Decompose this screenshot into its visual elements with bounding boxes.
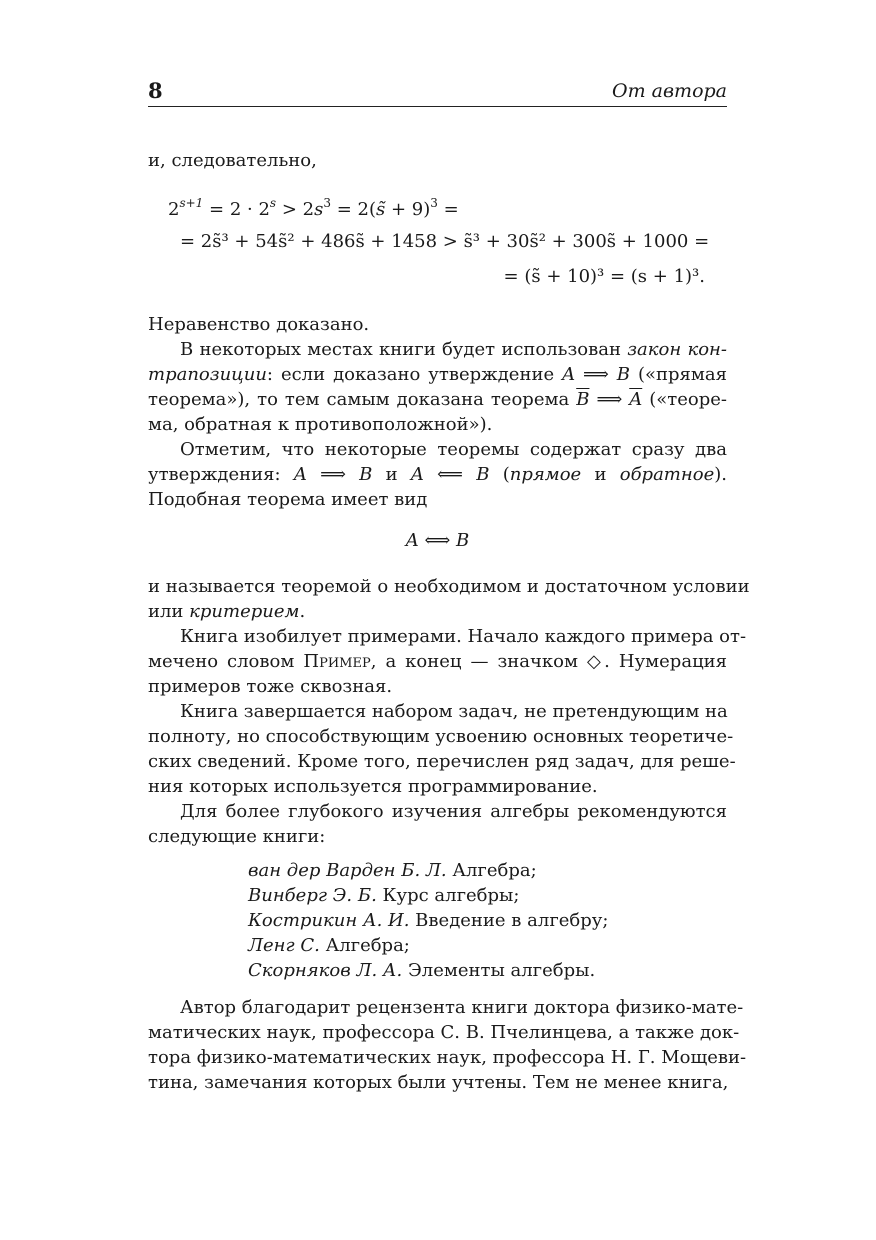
book-reference: Винберг Э. Б. Курс алгебры; (248, 885, 520, 906)
book-reference: Скорняков Л. А. Элементы алгебры. (248, 960, 596, 981)
paragraph-contraposition: В некоторых местах книги будет использован закон кон- трапозиции: если доказано утверждение A ⟹ B («прямая теорема»), то тем самым доказана теорема $\overline{B}$ ⟹ $\overline{A}$ («теоре- ма, обратная к противоположной»). (148, 339, 727, 435)
equivalence-formula: A ⟺ B (405, 530, 470, 551)
equation-line-2: = 2s̃³ + 54s̃² + 486s̃ + 1458 > s̃³ + 30s̃² + 300s̃ + 1000 = (180, 231, 710, 252)
paragraph-books-intro: Для более глубокого изучения алгебры рекомендуются следующие книги: (148, 801, 727, 847)
book-page (148, 0, 750, 1240)
book-reference: Кострикин А. И. Введение в алгебру; (248, 910, 609, 931)
intro-line: и, следовательно, (148, 150, 317, 171)
page-header (148, 78, 727, 107)
paragraph-criterion: и называется теоремой о необходимом и достаточном условии или критерием. (148, 576, 750, 622)
book-reference: Ленг С. Алгебра; (248, 935, 410, 956)
paragraph-problems: Книга завершается набором задач, не претендующим на полноту, но способствующим усвоению основных теоретиче- ских сведений. Кроме того, перечислен ряд задач, для реше- ния которых используется программирование. (148, 701, 736, 797)
equation-line-1: $2^{s+1} = 2 \cdot 2^s > 2s^3$ = 2(s̃ + 9)$^3$ = (168, 196, 459, 220)
paragraph-examples: Книга изобилует примерами. Начало каждого примера от- мечено словом Пример, а конец — значком ◇. Нумерация примеров тоже сквозная. (148, 626, 747, 697)
paragraph-two-statements: Отметим, что некоторые теоремы содержат сразу два утверждения: A ⟹ B и A ⟸ B (прямое и обратное). Подобная теорема имеет вид (148, 439, 727, 510)
equation-line-3: = (s̃ + 10)³ = (s + 1)³. (503, 266, 705, 287)
proved-line: Неравенство доказано. (148, 314, 370, 335)
page-number: 8 (148, 78, 163, 103)
book-reference: ван дер Варден Б. Л. Алгебра; (248, 860, 537, 881)
running-head: От автора (612, 80, 727, 102)
paragraph-acknowledgements: Автор благодарит рецензента книги доктора физико-мате- матических наук, профессора С. В. Пчелинцева, а также док- тора физико-математических наук, профессора Н. Г. Мощеви- тина, замечания которых были учтены. Тем не менее книга, (148, 997, 747, 1093)
